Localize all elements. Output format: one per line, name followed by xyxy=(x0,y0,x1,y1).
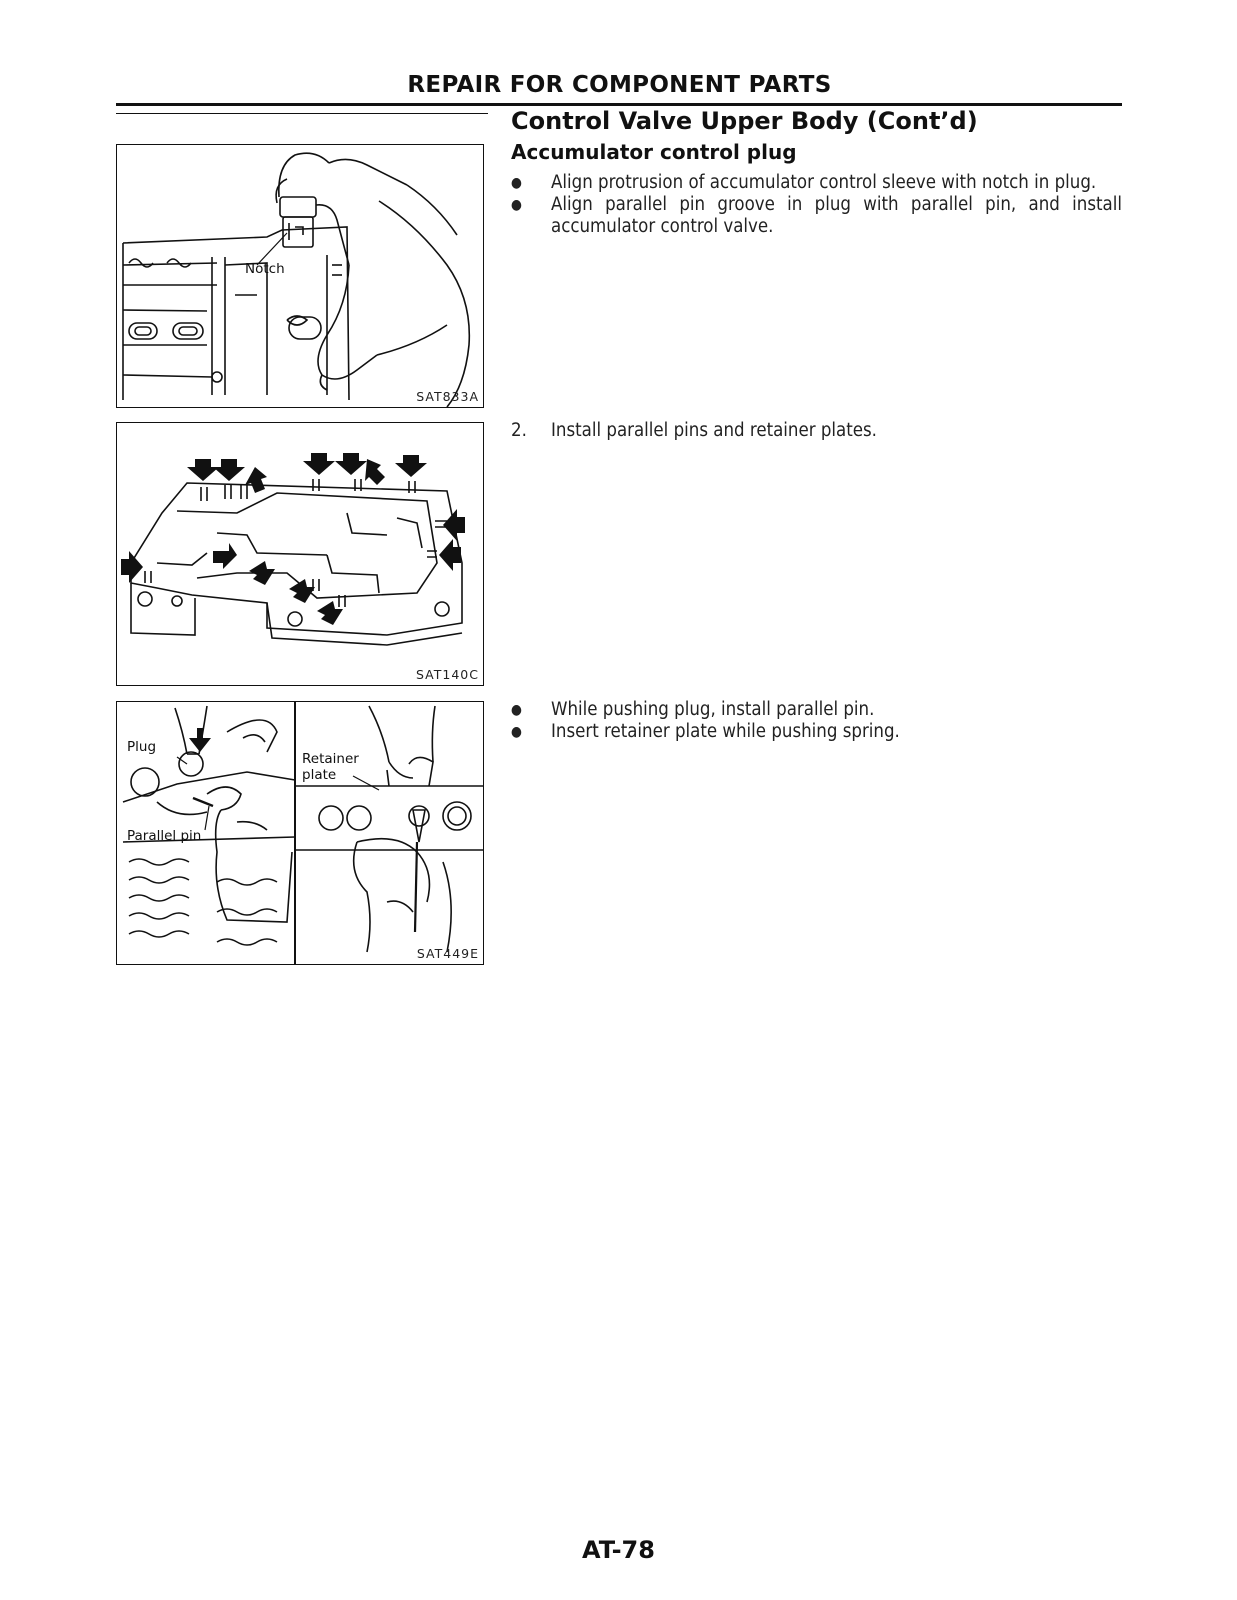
figure-label-plate: plate xyxy=(302,767,337,783)
bullet-dot-icon: ● xyxy=(511,724,522,740)
bullet-text: While pushing plug, install parallel pin. xyxy=(551,699,875,720)
figure-plug-retainer xyxy=(116,701,484,965)
bullet-item xyxy=(511,721,1122,743)
bullet-dot-icon: ● xyxy=(511,702,522,718)
step-text: Install parallel pins and retainer plates. xyxy=(551,420,877,441)
bullet-item xyxy=(511,172,1122,194)
figure-1-illustration xyxy=(117,145,483,407)
bullet-item xyxy=(511,699,1122,721)
bullet-text: Align protrusion of accumulator control sleeve with notch in plug. xyxy=(551,172,1097,193)
instruction-block-2 xyxy=(511,420,1122,442)
subsection-title: Accumulator control plug xyxy=(511,140,797,164)
figure-label-parallel-pin: Parallel pin xyxy=(127,828,202,844)
instruction-block-3 xyxy=(511,699,1122,743)
figure-code: SAT449E xyxy=(416,946,479,961)
bullet-item xyxy=(511,194,1122,238)
instruction-block-1 xyxy=(511,172,1122,238)
figure-code: SAT833A xyxy=(416,389,479,404)
bullet-dot-icon: ● xyxy=(511,175,522,191)
figure-label-retainer: Retainer xyxy=(302,751,359,767)
bullet-text: Align parallel pin groove in plug with parallel pin, and install accumulator control valve. xyxy=(551,194,1122,237)
step-number: 2. xyxy=(511,420,527,441)
step-item xyxy=(511,420,1122,442)
page-number: AT-78 xyxy=(582,1536,655,1564)
figure-parallel-pins xyxy=(116,422,484,686)
bullet-text: Insert retainer plate while pushing spring. xyxy=(551,721,900,742)
header-rule xyxy=(116,103,1122,106)
page-header-title: REPAIR FOR COMPONENT PARTS xyxy=(407,72,832,98)
figure-label-plug: Plug xyxy=(127,739,157,755)
figure-code: SAT140C xyxy=(416,667,479,682)
figure-accumulator-plug xyxy=(116,144,484,408)
section-title: Control Valve Upper Body (Cont’d) xyxy=(511,107,978,135)
bullet-dot-icon: ● xyxy=(511,197,522,213)
figure-2-illustration xyxy=(117,423,483,685)
left-column-rule xyxy=(116,113,488,114)
figure-label-notch: Notch xyxy=(245,261,285,277)
